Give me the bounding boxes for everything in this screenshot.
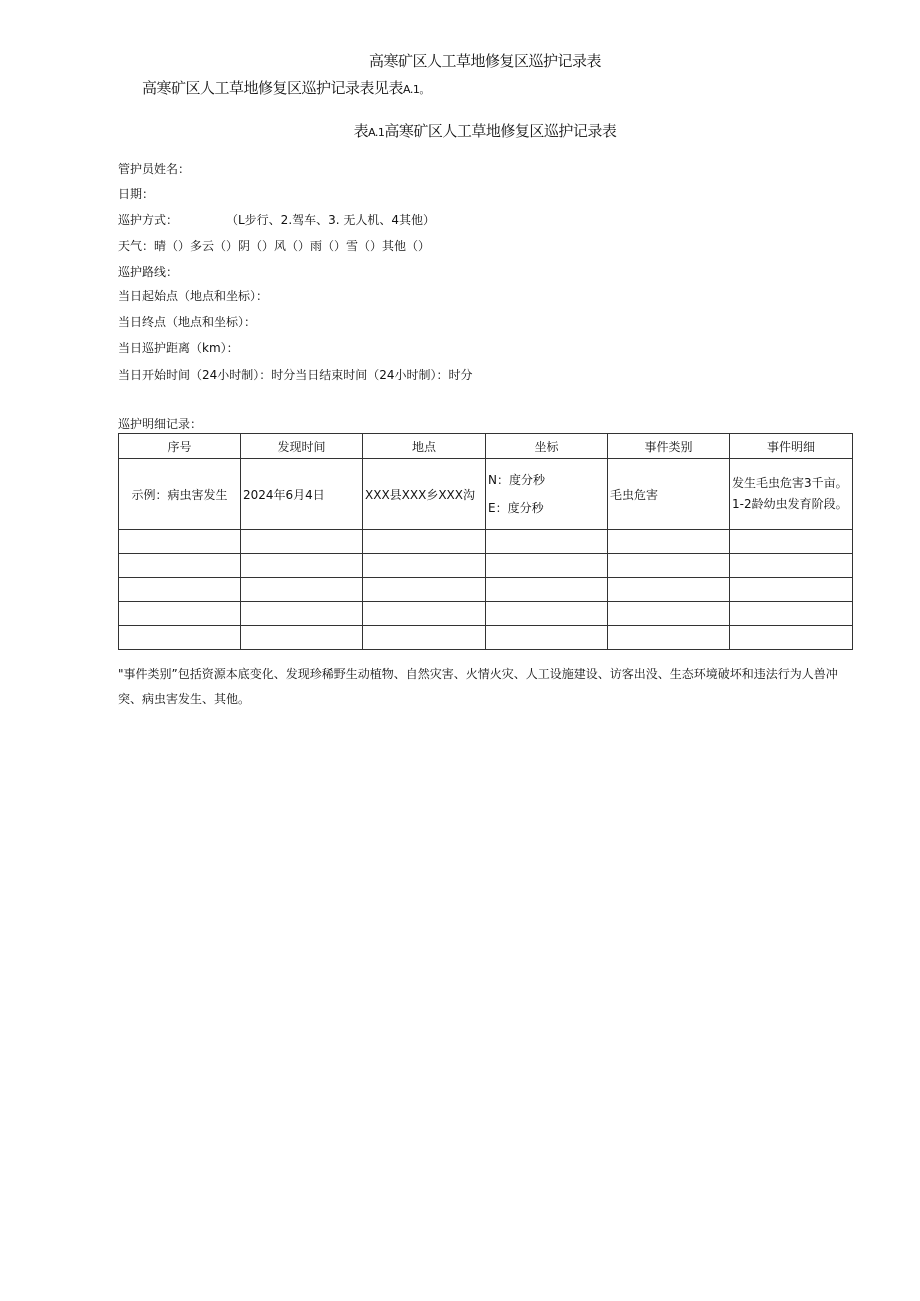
table-cell[interactable] <box>486 578 608 602</box>
table-cell[interactable] <box>486 530 608 554</box>
table-cell[interactable] <box>730 626 853 650</box>
date-field: 日期： <box>118 187 155 201</box>
detail-heading: 巡护明细记录： <box>118 417 203 431</box>
distance-field: 当日巡护距离（km）： <box>118 341 239 355</box>
table-cell[interactable] <box>486 554 608 578</box>
header-place: 地点 <box>363 434 486 459</box>
header-detail: 事件明细 <box>730 434 853 459</box>
table-cell[interactable] <box>363 602 486 626</box>
table-header-row <box>119 434 853 459</box>
table-cell[interactable] <box>486 626 608 650</box>
example-detail: 发生毛虫危害3千亩。1-2龄幼虫发育阶段。 <box>730 459 853 530</box>
table-cell[interactable] <box>119 530 241 554</box>
table-cell[interactable] <box>119 554 241 578</box>
table-cell[interactable] <box>608 554 730 578</box>
table-cell[interactable] <box>363 554 486 578</box>
patrol-record-table <box>118 433 853 650</box>
weather-field: 天气：晴（）多云（）阴（）风（）雨（）雪（）其他（） <box>118 239 431 253</box>
example-seq: 示例：病虫害发生 <box>119 459 241 530</box>
table-cell[interactable] <box>241 626 363 650</box>
table-cell[interactable] <box>119 578 241 602</box>
event-category-note: "事件类别”包括资源本底变化、发现珍稀野生动植物、自然灾害、火情火灾、人工设施建设、访客出没、生态环境破坏和违法行为人兽冲突、病虫害发生、其他。 <box>118 667 838 706</box>
document-title: 高寒矿区人工草地修复区巡护记录表 <box>368 52 601 70</box>
intro-line <box>142 77 430 98</box>
table-cell[interactable] <box>119 602 241 626</box>
intro-text: 高寒矿区人工草地修复区巡护记录表见表 <box>142 79 404 97</box>
table-caption <box>0 120 920 141</box>
route-field: 巡护路线： <box>118 265 179 279</box>
example-category: 毛虫危害 <box>608 459 730 530</box>
table-cell[interactable] <box>363 626 486 650</box>
caption-ref: A.1 <box>368 126 385 139</box>
table-row <box>119 459 853 530</box>
time-field: 当日开始时间（24小时制）：时分当日结束时间（24小时制）：时分 <box>118 368 473 382</box>
caption-prefix: 表 <box>353 122 369 140</box>
table-cell[interactable] <box>730 554 853 578</box>
table-cell[interactable] <box>608 578 730 602</box>
table-cell[interactable] <box>241 530 363 554</box>
table-cell[interactable] <box>608 530 730 554</box>
table-cell[interactable] <box>241 554 363 578</box>
example-place: XXX县XXX乡XXX沟 <box>363 459 486 530</box>
table-cell[interactable] <box>730 578 853 602</box>
table-cell[interactable] <box>119 626 241 650</box>
table-cell[interactable] <box>241 602 363 626</box>
table-cell[interactable] <box>608 626 730 650</box>
caption-text: 高寒矿区人工草地修复区巡护记录表 <box>384 122 617 140</box>
coord-east: E：度分秒 <box>488 501 544 515</box>
table-cell[interactable] <box>363 578 486 602</box>
example-coord <box>486 459 608 530</box>
table-cell[interactable] <box>241 578 363 602</box>
header-seq: 序号 <box>119 434 241 459</box>
table-cell[interactable] <box>730 530 853 554</box>
table-cell[interactable] <box>363 530 486 554</box>
start-point-field: 当日起始点（地点和坐标）： <box>118 289 269 303</box>
coord-north: N：度分秒 <box>488 473 545 487</box>
table-row <box>119 626 853 650</box>
table-row <box>119 578 853 602</box>
table-cell[interactable] <box>486 602 608 626</box>
table-row <box>119 530 853 554</box>
header-time: 发现时间 <box>241 434 363 459</box>
intro-ref: A.1。 <box>403 83 430 96</box>
example-time: 2024年6月4日 <box>241 459 363 530</box>
table-row <box>119 554 853 578</box>
header-coord: 坐标 <box>486 434 608 459</box>
table-cell[interactable] <box>608 602 730 626</box>
ranger-name-field: 管护员姓名： <box>118 162 191 176</box>
end-point-field: 当日终点（地点和坐标）： <box>118 315 257 329</box>
table-cell[interactable] <box>730 602 853 626</box>
header-category: 事件类别 <box>608 434 730 459</box>
patrol-mode-options: （L步行、2.驾车、3. 无人机、4其他） <box>226 213 436 227</box>
table-row <box>119 602 853 626</box>
patrol-mode-label: 巡护方式： <box>118 213 179 227</box>
